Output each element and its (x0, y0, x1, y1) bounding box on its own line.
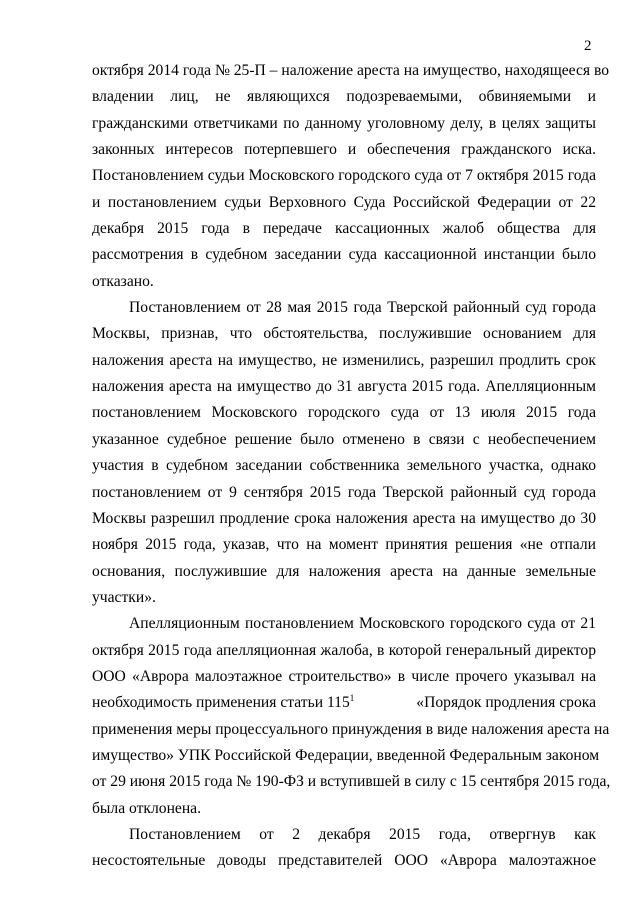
text-line: и постановлением судьи Верховного Суда Российской Федерации от 22 (92, 193, 596, 211)
text-line: Москвы, признав, что обстоятельства, послужившие основанием для (92, 325, 596, 343)
text-line: гражданскими ответчиками по данному уголовному делу, в целях защиты (92, 114, 596, 132)
text-line: Постановлением судьи Московского городского суда от 7 октября 2015 года (92, 167, 596, 185)
text-line-tail: «Порядок продления срока (412, 694, 596, 712)
paragraph (92, 822, 596, 875)
text-line: отказано. (92, 272, 154, 290)
text-line: была отклонена. (92, 799, 202, 817)
text-line: Апелляционным постановлением Московского городского суда от 21 (129, 615, 596, 633)
text-line: участия в судебном заседании собственника земельного участка, однако (92, 457, 596, 475)
text-line: ноября 2015 года, указав, что на момент принятия решения «не отпали (92, 536, 596, 554)
text-line: имущество» УПК Российской Федерации, введенной Федеральным законом (92, 746, 600, 764)
text-line: наложения ареста на имущество до 31 августа 2015 года. Апелляционным (92, 378, 596, 396)
text-line: октября 2014 года № 25-П – наложение ареста на имущество, находящееся во (92, 62, 610, 79)
text-line: основания, послужившие для наложения ареста на данные земельные (92, 562, 596, 580)
paragraph (92, 611, 611, 822)
text-line: Москвы разрешил продление срока наложения ареста на имуществo до 30 (92, 509, 596, 527)
paragraph (92, 295, 596, 611)
body-text (92, 58, 611, 875)
text-line: ООО «Аврора малоэтажное строительство» в числе прочего указывал на (92, 667, 596, 685)
text-line: Постановлением от 28 мая 2015 года Тверской районный суд города (129, 299, 596, 317)
text-line: от 29 июня 2015 года № 190-ФЗ и вступившей в силу с 15 сентября 2015 года, (92, 773, 611, 791)
text-line: законных интересов потерпевшего и обеспечения гражданского иска. (92, 141, 596, 159)
article-superscript: 1 (349, 693, 355, 704)
text-line-start: необходимость применения статьи 115$^1$ (92, 693, 355, 712)
page-number: 2 (584, 38, 592, 54)
text-line: постановлением от 9 сентября 2015 года Тверской районный суд города (92, 483, 596, 501)
text-line: применения меры процессуального принуждения в виде наложения ареста на (92, 720, 610, 738)
text-line: октября 2015 года апелляционная жалоба, в которой генеральный директор (92, 641, 596, 659)
text-line: несостоятельные доводы представителей ООО «Аврора малоэтажное (92, 852, 596, 870)
text-line: постановлением Московского городского суда от 13 июля 2015 года (92, 404, 596, 422)
paragraph (92, 58, 610, 295)
text-line: указанное судебное решение было отменено в связи с необеспечением (92, 430, 596, 448)
text-line (92, 690, 596, 716)
text-line: владении лиц, не являющихся подозреваемыми, обвиняемыми и (92, 88, 596, 106)
text-line: Постановлением от 2 декабря 2015 года, отвергнув как (129, 825, 596, 843)
text-line: участки». (92, 588, 156, 606)
text-line: рассмотрения в судебном заседании суда кассационной инстанции было (92, 246, 596, 264)
text-line: наложения ареста на имущество, не изменились, разрешил продлить срок (92, 351, 596, 369)
text-line: декабря 2015 года в передаче кассационных жалоб общества для (92, 220, 596, 238)
